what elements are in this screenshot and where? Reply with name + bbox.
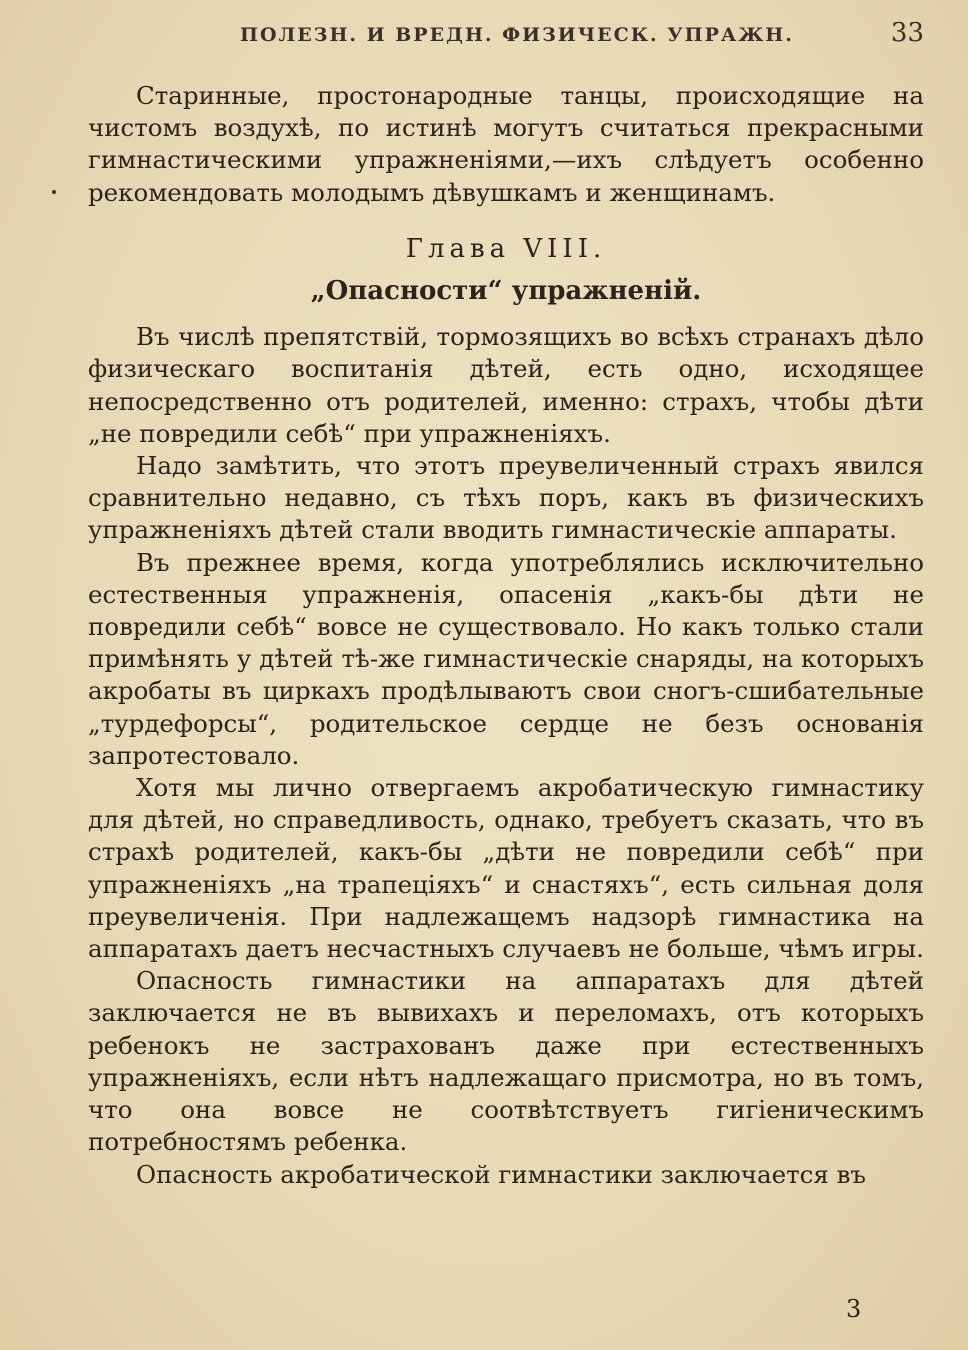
page-number: 33: [890, 18, 924, 48]
running-head: ПОЛЕЗН. И ВРЕДН. ФИЗИЧЕСК. УПРАЖН.: [240, 24, 794, 46]
paragraph: Надо замѣтить, что этотъ преувеличенный страхъ явился сравнительно недавно, съ тѣхъ поръ, какъ въ физическихъ упражненіяхъ дѣтей стали вводить гимнастическіе аппараты.: [88, 451, 924, 545]
paragraph: Хотя мы лично отвергаемъ акробатическую гимнастику для дѣтей, но справедливость, однако, требуетъ сказать, что въ страхѣ родителей, какъ-бы „дѣти не повредили себѣ“ при упражненіяхъ „на трапеціяхъ“ и снастяхъ“, есть сильная доля преувеличенія. При надлежащемъ надзорѣ гимнастика на аппаратахъ даетъ несчастныхъ случаевъ не больше, чѣмъ игры.: [88, 773, 924, 964]
body-text: [88, 80, 924, 1191]
ink-speck: [52, 190, 56, 194]
intro-paragraph: Старинные, простонародные танцы, происходящие на чистомъ воздухѣ, по истинѣ могутъ считаться прекрасными гимнастическими упражненіями,—ихъ слѣдуетъ особенно рекомендовать молодымъ дѣвушкамъ и женщинамъ.: [88, 81, 924, 207]
paragraph: Въ прежнее время, когда употреблялись исключительно естественныя упражненія, опасенія „какъ-бы дѣти не повредили себѣ“ вовсе не существовало. Но какъ только стали примѣнять у дѣтей тѣ-же гимнастическіе снаряды, на которыхъ акробаты въ циркахъ продѣлываютъ свои сногъ-сшибательные „турдефорсы“, родительское сердце не безъ основанія запротестовало.: [88, 547, 924, 770]
chapter-heading: Глава VIII.: [405, 233, 607, 264]
paragraph: Опасность акробатической гимнастики заключается въ: [136, 1159, 866, 1189]
paragraph: Опасность гимнастики на аппаратахъ для дѣтей заключается не въ вывихахъ и переломахъ, отъ которыхъ ребенокъ не застрахованъ даже при естественныхъ упражненіяхъ, если нѣтъ надлежащаго присмотра, но въ томъ, что она вовсе не соотвѣтствуетъ гигіеническимъ потребностямъ ребенка.: [88, 966, 924, 1157]
page-header: [0, 18, 968, 54]
paragraph: Въ числѣ препятствій, тормозящихъ во всѣхъ странахъ дѣло физическаго воспитанія дѣтей, есть одно, исходящее непосредственно отъ родителей, именно: страхъ, чтобы дѣти „не повредили себѣ“ при упражненіяхъ.: [88, 322, 924, 448]
chapter-title: „Опасности“ упражненій.: [310, 276, 702, 307]
signature-mark: 3: [846, 1295, 862, 1323]
